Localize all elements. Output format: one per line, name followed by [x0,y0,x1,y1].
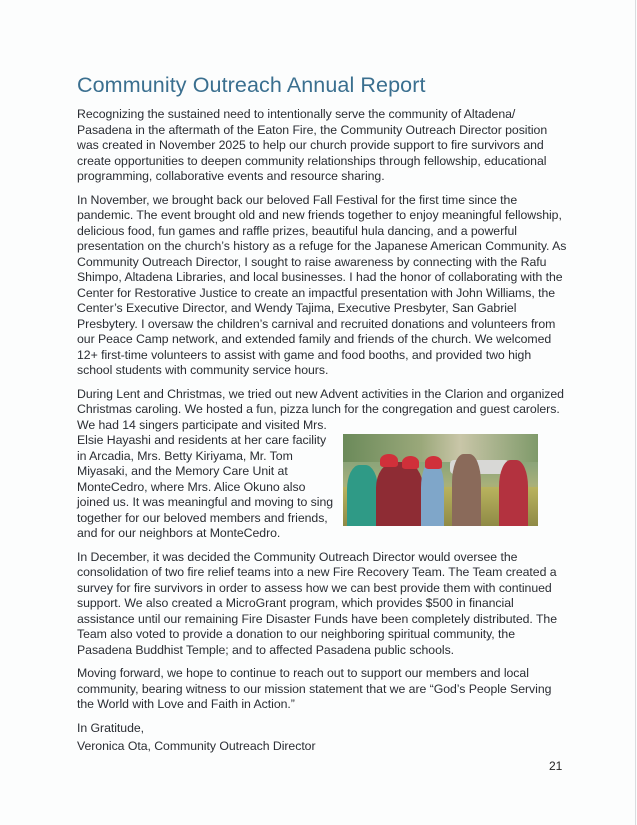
fire-recovery-paragraph: In December, it was decided the Community Outreach Director would oversee the consolidation of two fire relief teams into a new Fire Recovery Team. The Team created a survey for fire survivors in order to assess how we can best provide them with continued support. We also created a MicroGrant program, which provides $500 in financial assistance until our remaining Fire Disaster Funds have been completely distributed. The Team also voted to provide a donation to our neighboring spiritual community, the Pasadena Buddhist Temple; and to affected Pasadena public schools. [77,549,557,657]
moving-forward-paragraph: Moving forward, we hope to continue to reach out to support our members and local community, bearing witness to our mission statement that we are “God’s People Serving the World with Love and Faith in Action.” [77,666,552,711]
page-number: 21 [549,759,563,773]
santa-hat [425,456,443,469]
santa-hat [402,456,420,469]
closing-salutation: In Gratitude, [77,720,145,735]
caroling-photo [343,434,538,526]
signature: Veronica Ota, Community Outreach Director [77,739,316,753]
photo-caroler [499,460,528,526]
santa-hat [380,454,398,467]
photo-background-trees [343,434,538,462]
closing-block [77,721,567,755]
page-edge [635,0,636,825]
photo-caroler [452,454,481,526]
report-content [77,72,567,758]
intro-paragraph: Recognizing the sustained need to intentionally serve the community of Altadena/ Pasadena in the aftermath of the Eaton Fire, the Community Outreach Director position was created in November 2025 to help our church provide support to fire survivors and create opportunities to deepen community relationships through fellowship, educational programming, collaborative events and resource sharing. [77,107,548,183]
photo-caroler [347,465,378,526]
page-title: Community Outreach Annual Report [77,73,426,97]
photo-caroler [376,462,423,526]
caroling-text: During Lent and Christmas, we tried out new Advent activities in the Clarion and organized Christmas caroling. We hosted a fun, pizza lunch for the congregation and guest carolers. We had 14 singers participate and visited Mrs. Elsie Hayashi and residents at her care facility in Arcadia, Mrs. Betty Kiriyama, Mr. Tom Miyasaki, and the Memory Care Unit at MonteCedro, where Mrs. Alice Okuno also joined us. It was meaningful and moving to sing together for our beloved members and friends, and for our neighbors at MonteCedro. [77,386,564,540]
photo-caroler [421,462,444,526]
fall-festival-paragraph: In November, we brought back our beloved Fall Festival for the first time since the pandemic. The event brought old and new friends together to enjoy meaningful fellowship, delicious food, fun games and raffle prizes, beautiful hula dancing, and a powerful presentation on the church’s history as a refuge for the Japanese American Community. As Community Outreach Director, I sought to raise awareness by connecting with the Rafu Shimpo, Altadena Libraries, and local businesses. I had the honor of collaborating with the Center for Restorative Justice to create an impactful presentation with John Williams, the Center’s Executive Director, and Wendy Tajima, Executive Presbyter, San Gabriel Presbytery. I oversaw the children’s carnival and recruited donations and volunteers from our Peace Camp network, and extended family and friends of the church. We welcomed 12+ first-time volunteers to assist with game and food booths, and provided two high school students with community service hours. [77,192,567,377]
